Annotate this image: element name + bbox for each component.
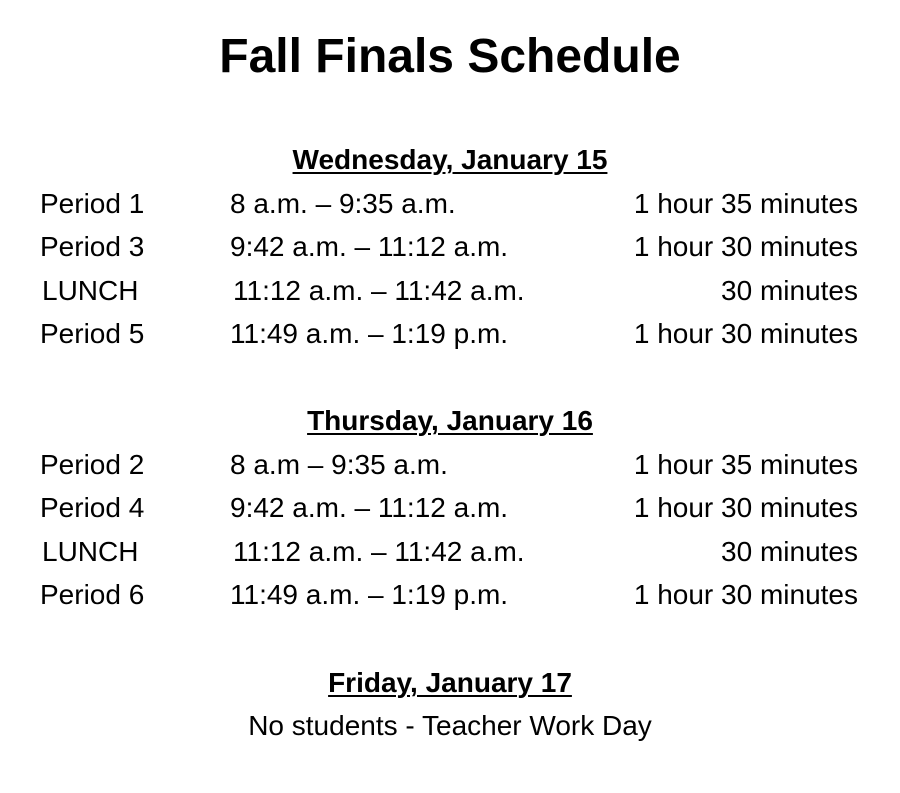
time-range: 8 a.m. – 9:35 a.m. (230, 188, 456, 219)
time-range: 11:49 a.m. – 1:19 p.m. (230, 318, 509, 349)
time-range: 11:12 a.m. – 11:42 a.m. (233, 536, 525, 567)
period-label: Period 6 (40, 579, 145, 610)
period-label: LUNCH (42, 275, 139, 306)
time-range: 8 a.m – 9:35 a.m. (230, 449, 448, 480)
schedule-row (0, 314, 900, 354)
period-label: Period 4 (40, 492, 145, 523)
time-range: 11:12 a.m. – 11:42 a.m. (233, 275, 525, 306)
schedule-row (0, 575, 900, 615)
schedule-row (0, 488, 900, 528)
schedule-row (0, 184, 900, 224)
page-title: Fall Finals Schedule (219, 30, 681, 83)
duration: 1 hour 35 minutes (633, 188, 858, 219)
duration: 1 hour 30 minutes (633, 579, 858, 610)
day-heading-wednesday: Wednesday, January 15 (292, 144, 608, 175)
time-range: 11:49 a.m. – 1:19 p.m. (230, 579, 509, 610)
schedule-row (0, 227, 900, 267)
duration: 1 hour 35 minutes (633, 449, 858, 480)
time-range: 9:42 a.m. – 11:12 a.m. (230, 492, 509, 523)
duration: 30 minutes (721, 275, 858, 306)
schedule-row (0, 271, 900, 311)
period-label: Period 3 (40, 231, 145, 262)
duration: 30 minutes (721, 536, 858, 567)
friday-note: No students - Teacher Work Day (248, 710, 652, 741)
duration: 1 hour 30 minutes (633, 492, 858, 523)
schedule-row (0, 532, 900, 572)
day-heading-thursday: Thursday, January 16 (307, 405, 593, 436)
period-label: Period 2 (40, 449, 145, 480)
duration: 1 hour 30 minutes (633, 231, 858, 262)
duration: 1 hour 30 minutes (633, 318, 858, 349)
time-range: 9:42 a.m. – 11:12 a.m. (230, 231, 509, 262)
period-label: Period 5 (40, 318, 145, 349)
schedule-row (0, 445, 900, 485)
period-label: LUNCH (42, 536, 139, 567)
day-heading-friday: Friday, January 17 (328, 667, 572, 698)
period-label: Period 1 (40, 188, 145, 219)
